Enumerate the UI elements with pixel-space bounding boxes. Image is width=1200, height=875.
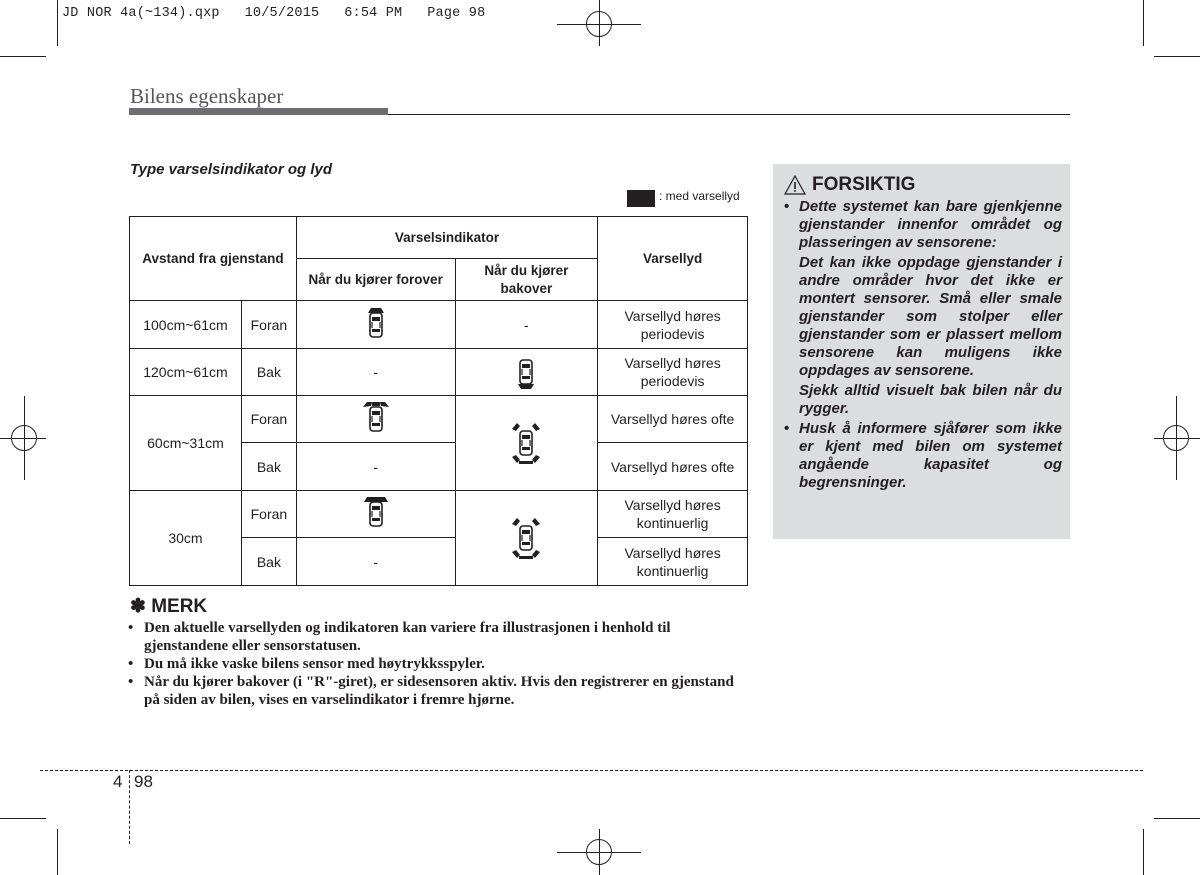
position-cell: Foran [241, 491, 296, 538]
print-slug-line: JD NOR 4a(~134).qxp 10/5/2015 6:54 PM Page 98 [62, 6, 486, 21]
reverse-indicator-cell [455, 396, 598, 491]
caution-header [784, 174, 1062, 196]
table-row [130, 349, 748, 396]
caution-box [773, 164, 1070, 539]
distance-cell: 120cm~61cm [130, 349, 242, 396]
caution-subtext [784, 254, 1062, 418]
sound-cell: Varsellyd høres ofte [598, 443, 748, 491]
forward-indicator-cell [296, 491, 455, 538]
forward-indicator-cell: - [296, 349, 455, 396]
car-all-corners-icon [511, 421, 541, 465]
note-title: ✽ MERK [130, 596, 208, 617]
caution-list [784, 198, 1062, 252]
note-item: • Du må ikke vaske bilens sensor med høytrykksspyler. [128, 655, 750, 673]
warning-triangle-icon [784, 175, 806, 195]
position-cell: Bak [241, 538, 296, 586]
forward-indicator-cell: - [296, 538, 455, 586]
note-item: • Den aktuelle varsellyden og indikatoren kan variere fra illustrasjonen i henhold til gjenstandene eller sensorstatusen. [128, 619, 750, 655]
header-rule-thick [129, 108, 388, 115]
reverse-indicator-cell [455, 349, 598, 396]
caution-title: FORSIKTIG [812, 174, 916, 195]
table-row [130, 396, 748, 443]
sound-cell: Varsellyd høres kontinuerlig [598, 538, 748, 586]
sound-cell: Varsellyd høres ofte [598, 396, 748, 443]
legend-swatch [627, 190, 655, 207]
position-cell: Bak [241, 443, 296, 491]
table-row [130, 491, 748, 538]
table-row [130, 301, 748, 349]
caution-paragraph: Sjekk alltid visuelt bak bilen når du rygger. [799, 382, 1062, 417]
car-front-icon [364, 307, 388, 343]
note-item: • Når du kjører bakover (i "R"-giret), er sidesensoren aktiv. Hvis den registrerer en gjenstand på siden av bilen, vises en varselindikator i fremre hjørne. [128, 673, 750, 709]
header-distance: Avstand fra gjenstand [130, 217, 297, 301]
forward-indicator-cell [296, 396, 455, 443]
sound-cell: Varsellyd høres periodevis [598, 301, 748, 349]
footer-divider-vertical [129, 770, 130, 844]
forward-indicator-cell [296, 301, 455, 349]
caution-paragraph: Det kan ikke oppdage gjenstander i andre områder hvor det ikke er montert sensorer. Små eller smale gjenstander som stolper eller gjenstander som er plassert mellom sensorene kan muligens ikke oppdages av sensorene. [799, 254, 1062, 379]
caution-item: • Dette systemet kan bare gjenkjenne gjenstander innenfor området og plasseringen av sensorene: [784, 198, 1062, 252]
car-front-corners-icon [362, 401, 390, 437]
forward-indicator-cell: - [296, 443, 455, 491]
header-forward: Når du kjører forover [296, 259, 455, 301]
header-indicator: Varselsindikator [296, 217, 597, 259]
position-cell: Foran [241, 301, 296, 349]
footer-divider [40, 770, 1143, 771]
header-sound: Varsellyd [598, 217, 748, 301]
car-front-all-icon [362, 496, 390, 532]
table-subheading: Type varselsindikator og lyd [130, 161, 333, 178]
sound-cell: Varsellyd høres kontinuerlig [598, 491, 748, 538]
caution-list [784, 420, 1062, 492]
warning-indicator-table [129, 216, 748, 586]
car-rear-icon [514, 354, 538, 390]
header-rule-thin [388, 114, 1070, 115]
distance-cell: 30cm [130, 491, 242, 586]
page-number: 98 [134, 772, 153, 791]
distance-cell: 60cm~31cm [130, 396, 242, 491]
distance-cell: 100cm~61cm [130, 301, 242, 349]
note-list [128, 619, 750, 709]
reverse-indicator-cell [455, 491, 598, 586]
position-cell: Bak [241, 349, 296, 396]
chapter-number: 4 [113, 772, 123, 791]
section-title: Bilens egenskaper [130, 84, 284, 108]
caution-item: • Husk å informere sjåfører som ikke er kjent med bilen om systemet angående kapasitet og begrensninger. [784, 420, 1062, 492]
legend-label: : med varsellyd [659, 189, 740, 203]
reverse-indicator-cell: - [455, 301, 598, 349]
sound-cell: Varsellyd høres periodevis [598, 349, 748, 396]
position-cell: Foran [241, 396, 296, 443]
header-reverse: Når du kjører bakover [455, 259, 598, 301]
car-all-corners-icon [511, 516, 541, 560]
